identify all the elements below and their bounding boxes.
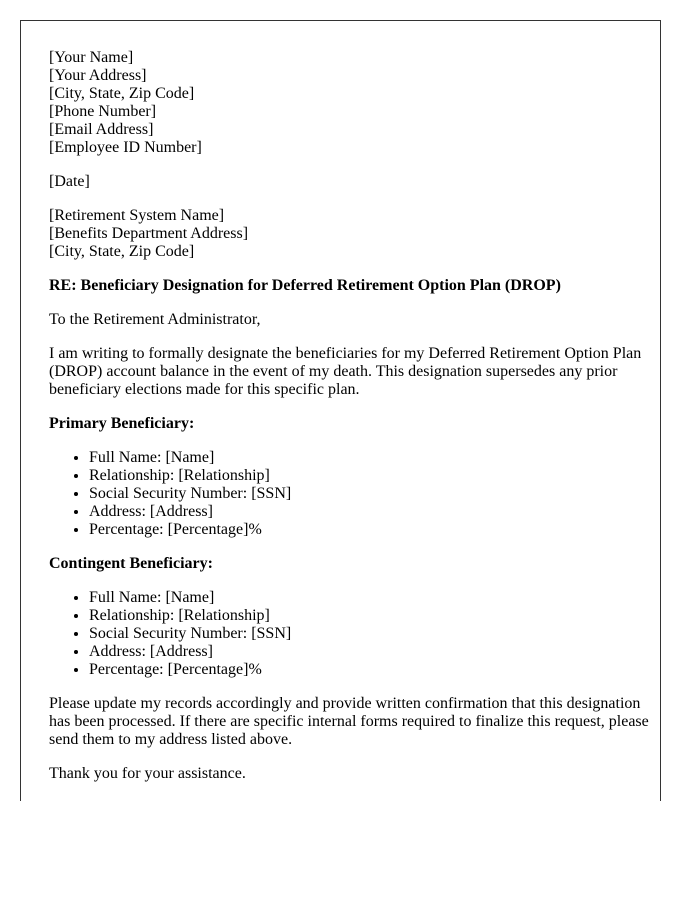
sender-address: [Your Address]	[49, 67, 147, 84]
thanks-line: Thank you for your assistance.	[49, 765, 246, 782]
sender-employee-id: [Employee ID Number]	[49, 139, 202, 156]
list-item: • Percentage: [Percentage]%	[89, 521, 649, 539]
recipient-block	[49, 207, 649, 261]
list-item: • Full Name: [Name]	[89, 449, 649, 467]
recipient-name: [Retirement System Name]	[49, 207, 225, 224]
sender-city: [City, State, Zip Code]	[49, 85, 195, 102]
list-item: • Full Name: [Name]	[89, 589, 649, 607]
primary-heading: Primary Beneficiary:	[49, 415, 195, 432]
list-item: • Social Security Number: [SSN]	[89, 625, 649, 643]
list-item: • Address: [Address]	[89, 643, 649, 661]
letter-date: [Date]	[49, 173, 90, 190]
list-item: • Social Security Number: [SSN]	[89, 485, 649, 503]
intro-paragraph: I am writing to formally designate the beneficiaries for my Deferred Retirement Option Plan (DROP) account balance in the event of my death. This designation supersedes any prior beneficiary elections made for this specific plan.	[49, 345, 642, 398]
list-item: • Address: [Address]	[89, 503, 649, 521]
list-item: • Percentage: [Percentage]%	[89, 661, 649, 679]
sender-phone: [Phone Number]	[49, 103, 157, 120]
recipient-city: [City, State, Zip Code]	[49, 243, 195, 260]
contingent-list	[49, 589, 649, 679]
subject-line: RE: Beneficiary Designation for Deferred Retirement Option Plan (DROP)	[49, 277, 561, 294]
sender-email: [Email Address]	[49, 121, 154, 138]
letter-page	[20, 20, 661, 801]
salutation: To the Retirement Administrator,	[49, 311, 261, 328]
sender-name: [Your Name]	[49, 49, 134, 66]
list-item: • Relationship: [Relationship]	[89, 467, 649, 485]
closing-paragraph: Please update my records accordingly and provide written confirmation that this designation has been processed. If there are specific internal forms required to finalize this request, please send them to my address listed above.	[49, 695, 649, 748]
list-item: • Relationship: [Relationship]	[89, 607, 649, 625]
sender-block	[49, 49, 649, 157]
contingent-heading: Contingent Beneficiary:	[49, 555, 213, 572]
primary-list	[49, 449, 649, 539]
recipient-address: [Benefits Department Address]	[49, 225, 249, 242]
